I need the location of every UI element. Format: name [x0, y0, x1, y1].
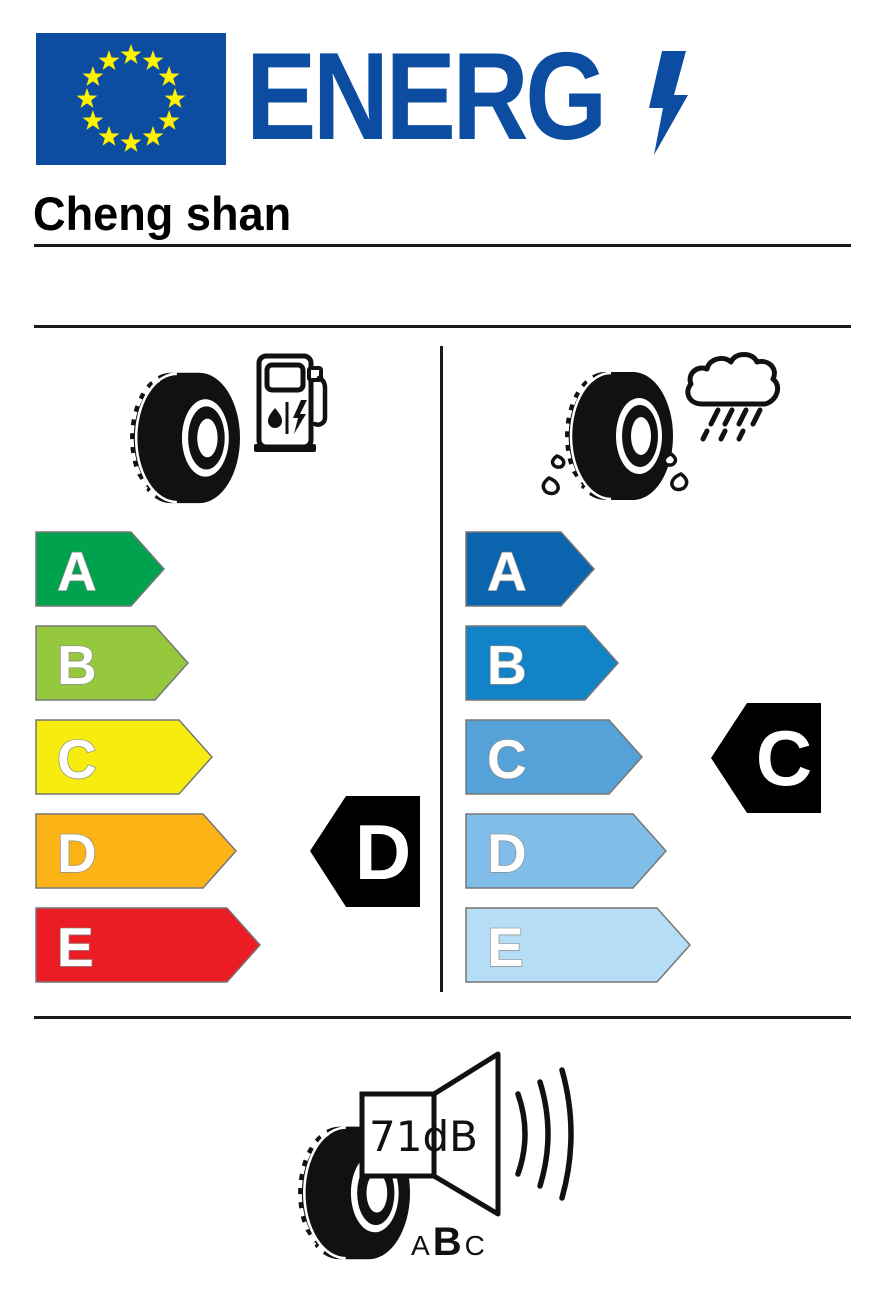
wet-grip-class-letter-d: D	[487, 822, 527, 884]
fuel-class-arrow-a	[35, 531, 166, 608]
wet-grip-class-arrow-c	[465, 719, 644, 796]
column-divider	[440, 346, 443, 992]
wet-grip-class-arrow-e	[465, 907, 692, 984]
noise-value: 71dB	[369, 1112, 478, 1161]
noise-class-c: C	[464, 1230, 485, 1261]
fuel-class-letter-e: E	[57, 916, 94, 978]
wet-tire-icon	[535, 366, 695, 516]
fuel-rating-letter: D	[354, 808, 412, 896]
energ-wordmark: ENERG	[246, 28, 604, 166]
separator-line-top	[34, 244, 851, 247]
wet-grip-class-arrow-d	[465, 813, 668, 890]
fuel-class-arrow-d	[35, 813, 238, 890]
sound-waves-icon	[518, 1070, 571, 1198]
eu-flag-logo	[36, 33, 226, 165]
wet-grip-rating-badge	[710, 702, 823, 815]
rain-cloud-icon	[680, 348, 785, 443]
fuel-class-arrow-b	[35, 625, 190, 702]
fuel-class-letter-d: D	[57, 822, 97, 884]
noise-class-scale	[411, 1222, 485, 1262]
wet-grip-class-arrow-b	[465, 625, 620, 702]
separator-line-middle	[34, 325, 851, 328]
fuel-rating-badge	[309, 795, 422, 909]
wet-grip-class-letter-e: E	[487, 916, 524, 978]
wet-grip-rating-letter: C	[755, 714, 813, 802]
fuel-class-letter-c: C	[57, 728, 97, 790]
wet-grip-class-letter-c: C	[487, 728, 527, 790]
tire-icon	[128, 368, 240, 512]
fuel-class-arrow-e	[35, 907, 262, 984]
brand-name: Cheng shan	[33, 187, 292, 240]
separator-line-bottom	[34, 1016, 851, 1019]
rain-drops-icon	[703, 410, 760, 439]
fuel-class-letter-b: B	[57, 634, 97, 696]
lightning-bolt-icon	[648, 51, 690, 156]
wet-grip-class-arrow-a	[465, 531, 596, 608]
noise-speaker-icon	[352, 1048, 592, 1220]
wet-grip-class-letter-a: A	[487, 540, 527, 602]
noise-class-a: A	[411, 1230, 430, 1261]
fuel-pump-icon	[246, 350, 330, 454]
fuel-class-letter-a: A	[57, 540, 97, 602]
wet-grip-class-letter-b: B	[487, 634, 527, 696]
noise-class-b-selected: B	[432, 1220, 462, 1264]
fuel-class-arrow-c	[35, 719, 214, 796]
